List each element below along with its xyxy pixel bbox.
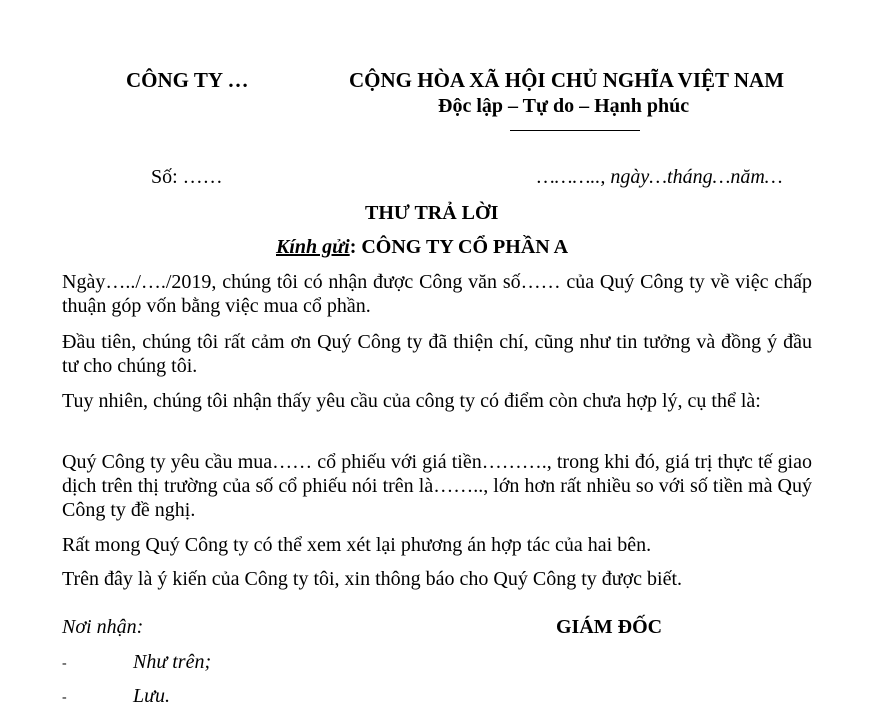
recipients-label: Nơi nhận: [62, 616, 144, 638]
motto-underline [510, 130, 640, 131]
recipient-name: CÔNG TY CỔ PHẦN A [361, 236, 569, 258]
recipient-item: Như trên; [133, 651, 212, 673]
paragraph-concern: Tuy nhiên, chúng tôi nhận thấy yêu cầu của công ty có điểm còn chưa hợp lý, cụ thể là: [62, 390, 761, 412]
document-number: Số: …… [151, 166, 223, 188]
paragraph-request: Rất mong Quý Công ty có thể xem xét lại phương án hợp tác của hai bên. [62, 534, 652, 556]
recipient-colon: : [349, 236, 357, 258]
paragraph-received: Ngày…../…./2019, chúng tôi có nhận được Công văn số…… của Quý Công ty về việc chấp thuận góp vốn bằng việc mua cổ phần. [62, 271, 812, 317]
republic-title: CỘNG HÒA XÃ HỘI CHỦ NGHĨA VIỆT NAM [349, 68, 785, 92]
paragraph-thanks: Đầu tiên, chúng tôi rất cảm ơn Quý Công ty đã thiện chí, cũng như tin tưởng và đồng ý đầu tư cho chúng tôi. [62, 331, 812, 377]
letter-title: THƯ TRẢ LỜI [365, 202, 499, 224]
company-name: CÔNG TY … [126, 68, 249, 92]
list-bullet: - [62, 690, 67, 705]
date-place: ……….., [537, 166, 606, 188]
paragraph-closing: Trên đây là ý kiến của Công ty tôi, xin thông báo cho Quý Công ty được biết. [62, 568, 683, 590]
national-motto: Độc lập – Tự do – Hạnh phúc [438, 95, 690, 117]
recipient-item: Lưu. [133, 685, 171, 707]
date-text: ngày…tháng…năm… [610, 166, 783, 188]
recipient-line [276, 236, 568, 259]
recipient-label: Kính gửi [276, 236, 350, 258]
list-bullet: - [62, 656, 67, 671]
signer-title: GIÁM ĐỐC [556, 616, 663, 638]
paragraph-details: Quý Công ty yêu cầu mua…… cổ phiếu với giá tiền………., trong khi đó, giá trị thực tế giao dịch trên thị trường của số cổ phiếu nói trên là…….., lớn hơn rất nhiều so với số tiền mà Quý Công ty đề nghị. [62, 451, 812, 521]
date-location [537, 166, 783, 189]
